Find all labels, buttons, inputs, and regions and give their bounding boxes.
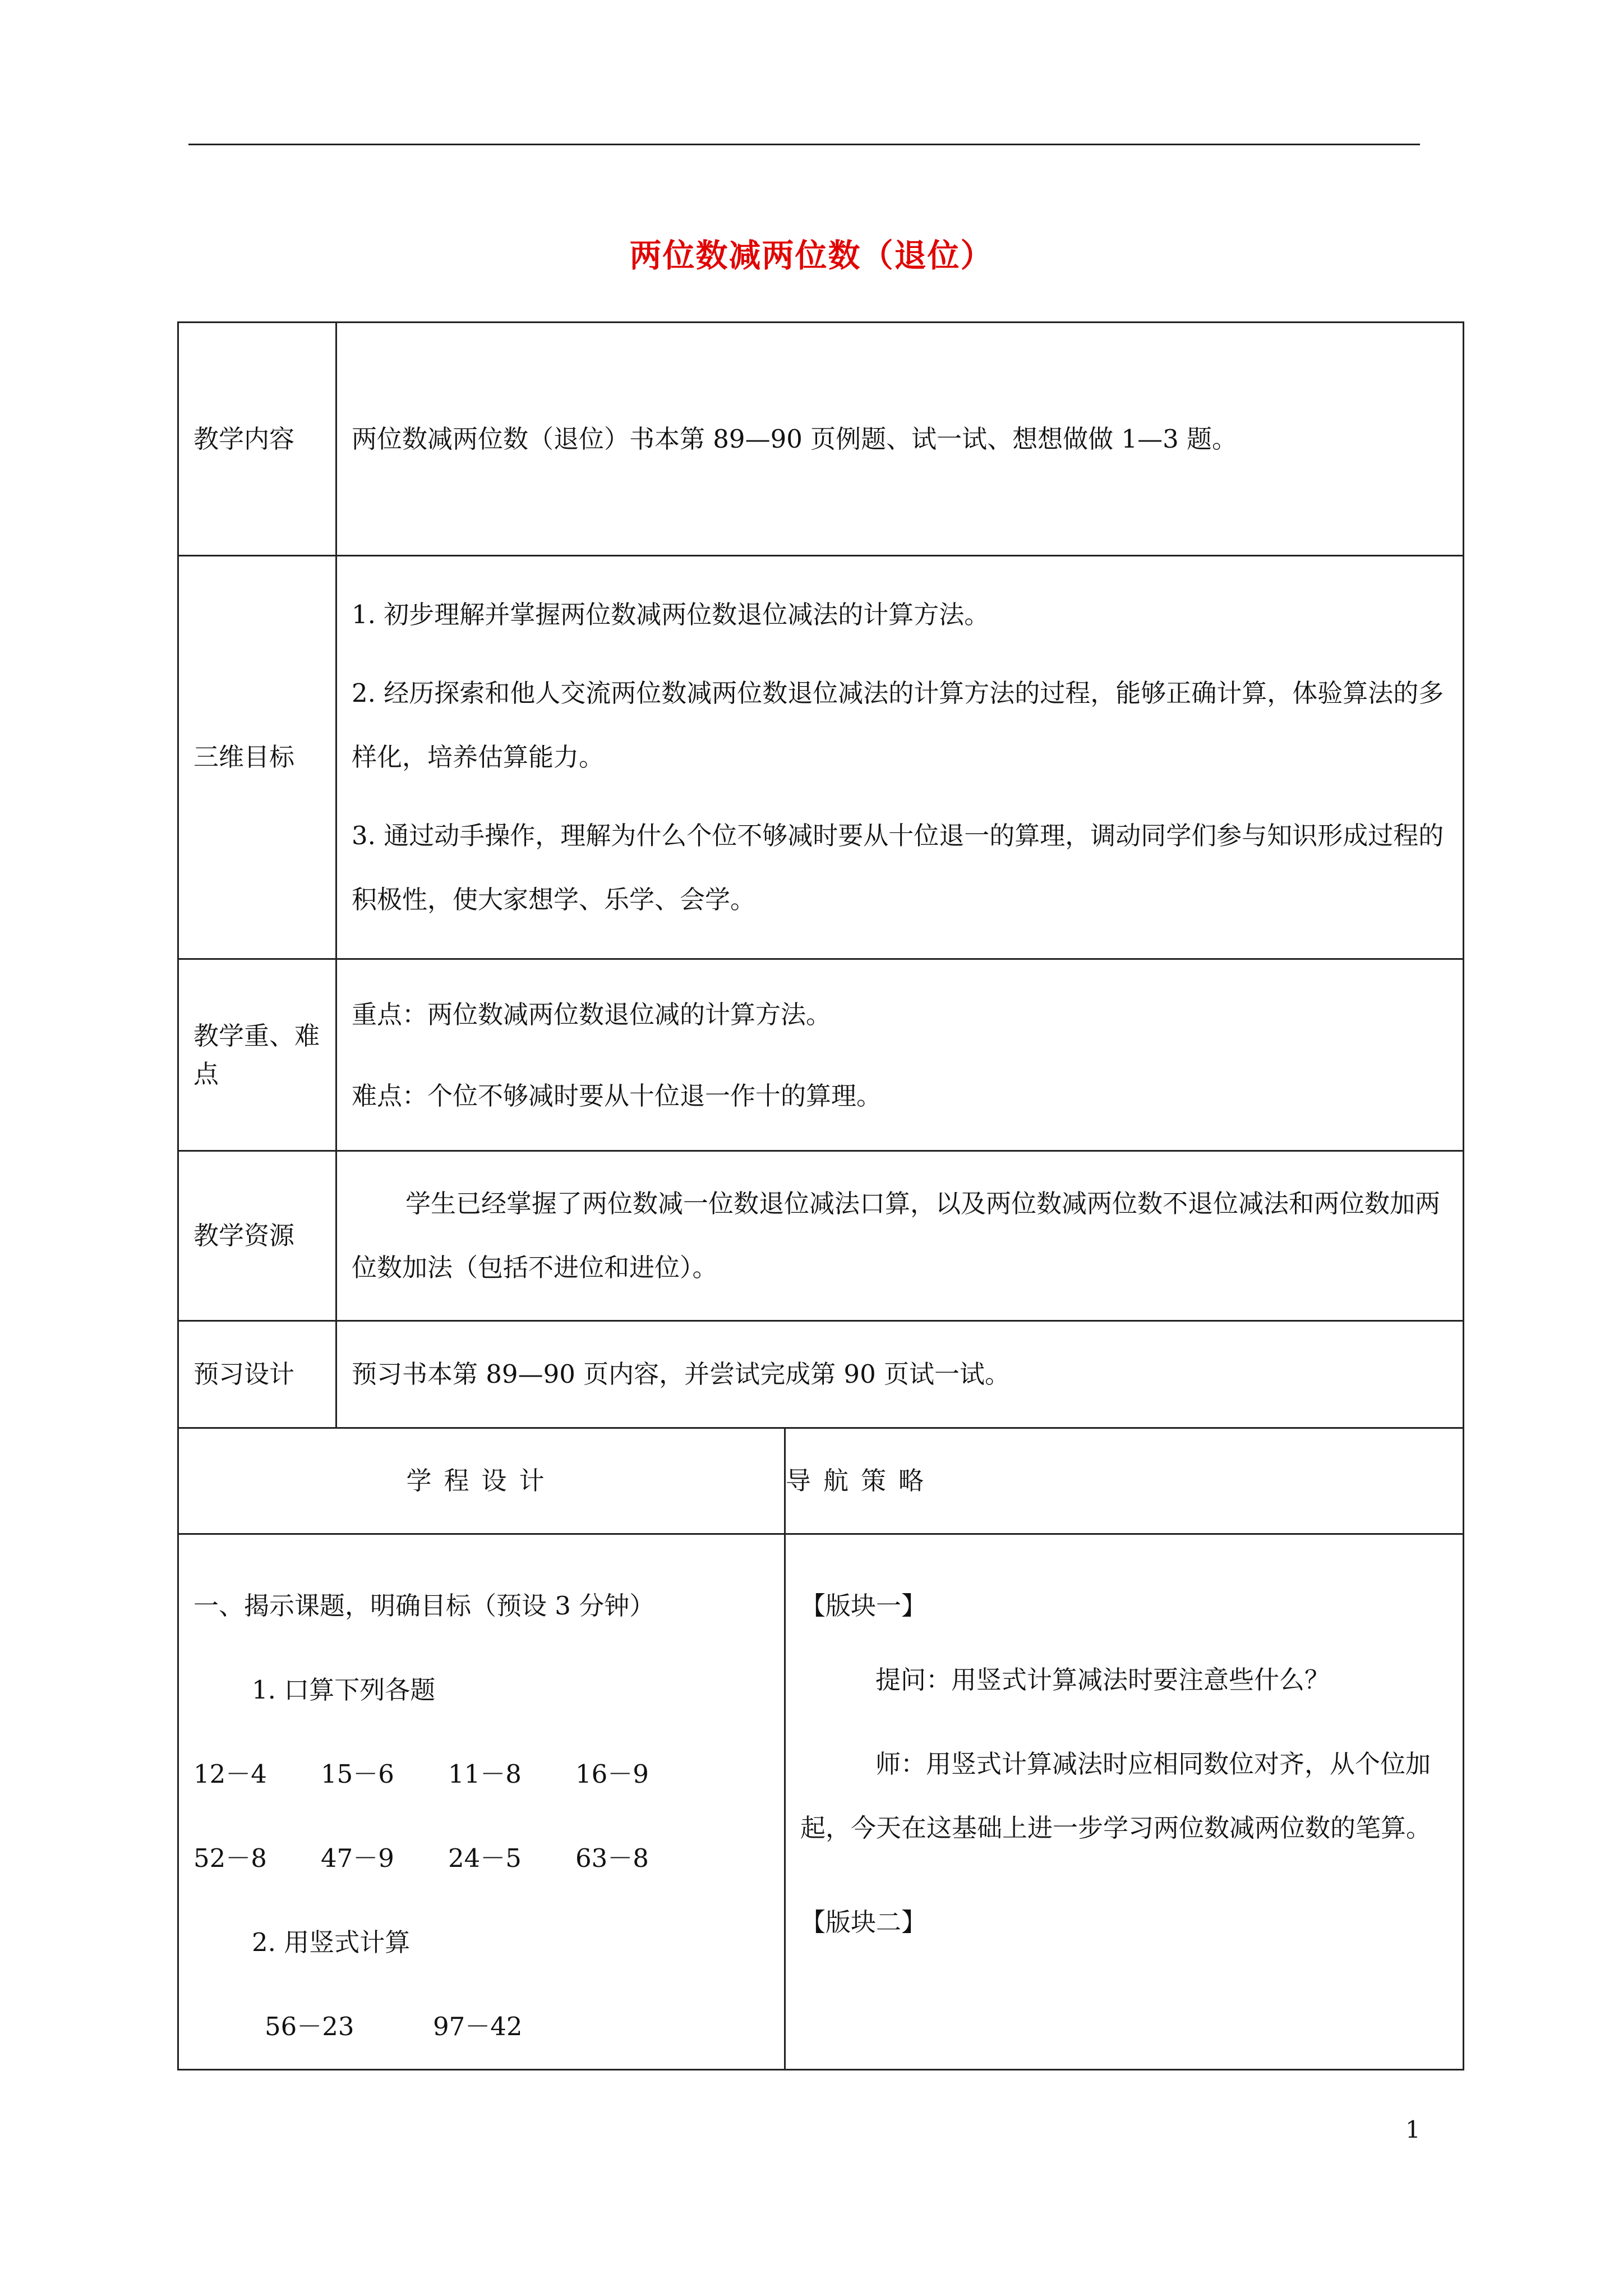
resources-text bbox=[336, 1151, 1464, 1321]
key-point-item: 重点：两位数减两位数退位减的计算方法。 bbox=[352, 999, 832, 1029]
exercise: 12－4 bbox=[193, 1759, 267, 1789]
teacher-question: 提问：用竖式计算减法时要注意些什么？ bbox=[875, 1665, 1330, 1695]
task-vertical-calc: 2. 用竖式计算 bbox=[252, 1927, 411, 1957]
label-goals: 三维目标 bbox=[178, 556, 336, 959]
goals-list bbox=[336, 556, 1464, 959]
block-label: 【版块二】 bbox=[800, 1907, 927, 1937]
navigation-strategy-column bbox=[785, 1534, 1464, 2070]
label-teaching-content: 教学内容 bbox=[178, 323, 336, 556]
lesson-plan-table bbox=[177, 321, 1464, 2070]
goal-item: 3. 通过动手操作，理解为什么个位不够减时要从十位退一的算理，调动同学们参与知识形成过程的积极性，使大家想学、乐学、会学。 bbox=[352, 821, 1444, 914]
goal-item: 1. 初步理解并掌握两位数减两位数退位减法的计算方法。 bbox=[352, 600, 990, 629]
page-number: 1 bbox=[1405, 2116, 1421, 2143]
document-title: 两位数减两位数（退位） bbox=[629, 237, 994, 274]
label-preview: 预习设计 bbox=[178, 1321, 336, 1428]
row-key-points bbox=[178, 959, 1464, 1151]
preview-text: 预习书本第 89—90 页内容，并尝试完成第 90 页试一试。 bbox=[336, 1321, 1464, 1428]
row-design-body bbox=[178, 1534, 1464, 2070]
goal-item: 2. 经历探索和他人交流两位数减两位数退位减法的计算方法的过程，能够正确计算，体验算法的多样化，培养估算能力。 bbox=[352, 678, 1444, 772]
exercise: 24－5 bbox=[448, 1843, 522, 1873]
row-goals bbox=[178, 556, 1464, 959]
exercise: 97－42 bbox=[433, 2012, 523, 2041]
section-heading: 一、揭示课题，明确目标（预设 3 分钟） bbox=[193, 1591, 655, 1621]
exercise: 52－8 bbox=[193, 1843, 267, 1873]
row-design-headers bbox=[178, 1428, 1464, 1534]
key-point-item: 难点：个位不够减时要从十位退一作十的算理。 bbox=[352, 1080, 882, 1111]
exercise: 16－9 bbox=[575, 1759, 649, 1789]
teacher-explanation: 师：用竖式计算减法时应相同数位对齐，从个位加起，今天在这基础上进一步学习两位数减两位数的笔算。 bbox=[800, 1749, 1432, 1843]
label-key-points: 教学重、难点 bbox=[178, 959, 336, 1151]
exercise: 63－8 bbox=[575, 1843, 649, 1873]
header-navigation-strategy: 导航策略 bbox=[785, 1428, 1464, 1534]
key-points-list bbox=[336, 959, 1464, 1151]
teaching-content-text bbox=[336, 323, 1464, 556]
exercise: 47－9 bbox=[321, 1843, 394, 1873]
row-teaching-content bbox=[178, 323, 1464, 556]
exercise-row bbox=[193, 1816, 784, 1901]
label-resources: 教学资源 bbox=[178, 1151, 336, 1321]
row-resources bbox=[178, 1151, 1464, 1321]
exercise: 15－6 bbox=[321, 1759, 394, 1789]
header-learning-design: 学程设计 bbox=[178, 1428, 785, 1534]
exercise-row bbox=[193, 1732, 784, 1816]
block-label: 【版块一】 bbox=[800, 1591, 927, 1621]
task-mental-math: 1. 口算下列各题 bbox=[252, 1675, 436, 1705]
header-rule bbox=[188, 144, 1420, 145]
resources-paragraph: 学生已经掌握了两位数减一位数退位减法口算，以及两位数减两位数不退位减法和两位数加两位数加法（包括不进位和进位）。 bbox=[352, 1189, 1441, 1282]
teaching-content-line: 两位数减两位数（退位）书本第 89—90 页例题、试一试、想想做做 1—3 题。 bbox=[352, 424, 1238, 454]
exercise-row bbox=[193, 1985, 784, 2069]
row-preview bbox=[178, 1321, 1464, 1428]
exercise: 11－8 bbox=[448, 1759, 522, 1789]
learning-design-column bbox=[178, 1534, 785, 2070]
exercise: 56－23 bbox=[265, 2012, 354, 2041]
